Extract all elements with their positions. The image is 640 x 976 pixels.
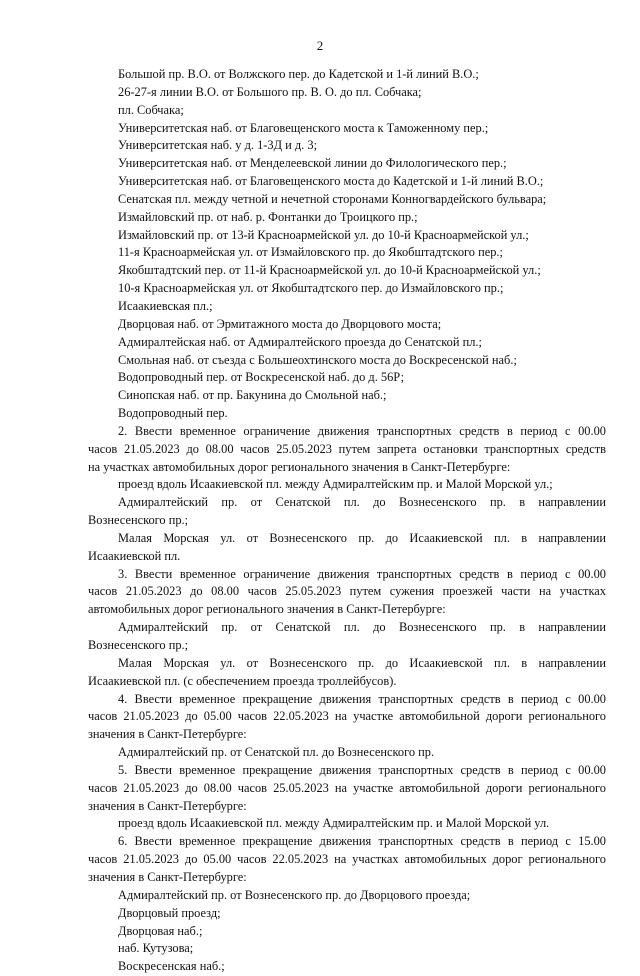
paragraph-3	[88, 566, 606, 620]
text-line: Исаакиевская пл.;	[118, 298, 213, 313]
text-line: Водопроводный пер. от Воскресенской наб. до д. 56Р;	[118, 370, 405, 385]
paragraph-line: часов 21.05.2023 до 08.00 часов 25.05.2023 путем сужения проезжей части на участках	[88, 584, 606, 599]
text-line: Воскресенская наб.;	[118, 959, 225, 974]
text-line: 26-27-я линии В.О. от Большого пр. В. О. до пл. Собчака;	[118, 84, 422, 99]
text-line: Дворцовый проезд;	[118, 905, 221, 920]
paragraph-4	[88, 691, 606, 745]
text-line: 10-я Красноармейская ул. от Якобштадтского пер. до Измайловского пр.;	[118, 281, 504, 296]
paragraph-line: Адмиралтейский пр. от Сенатской пл. до Вознесенского пр. в направлении	[118, 495, 606, 510]
text-line: Водопроводный пер.	[118, 406, 228, 421]
text-line: Адмиралтейская наб. от Адмиралтейского проезда до Сенатской пл.;	[118, 334, 482, 349]
text-line: Университетская наб. у д. 1-3Д и д. 3;	[118, 138, 318, 153]
text-line: проезд вдоль Исаакиевской пл. между Адмиралтейским пр. и Малой Морской ул.;	[118, 477, 553, 492]
paragraph-line: 6. Ввести временное прекращение движения транспортных средств в период с 15.00	[118, 834, 606, 849]
page-number: 2	[316, 38, 324, 53]
text-line: Синопская наб. от пр. Бакунина до Смольной наб.;	[118, 388, 387, 403]
text-line: Адмиралтейский пр. от Сенатской пл. до Вознесенского пр.	[118, 745, 435, 760]
paragraph-line: Исаакиевской пл. (с обеспечением проезда троллейбусов).	[88, 673, 397, 688]
paragraph-line: Исаакиевской пл.	[88, 548, 181, 563]
paragraph-item	[88, 655, 606, 691]
paragraph-line: 3. Ввести временное ограничение движения транспортных средств в период с 00.00	[118, 566, 606, 581]
paragraph-item	[88, 530, 606, 566]
paragraph-5	[88, 762, 606, 816]
paragraph-line: часов 21.05.2023 до 05.00 часов 22.05.2023 на участке автомобильной дороги регионального	[88, 709, 606, 724]
text-line: Адмиралтейский пр. от Вознесенского пр. до Дворцового проезда;	[118, 887, 471, 902]
text-line: наб. Кутузова;	[118, 941, 194, 956]
paragraph-line: часов 21.05.2023 до 08.00 часов 25.05.2023 на участке автомобильной дороги регионального	[88, 780, 606, 795]
text-line: Якобштадтский пер. от 11-й Красноармейской ул. до 10-й Красноармейской ул.;	[118, 263, 541, 278]
paragraph-line: автомобильных дорог регионального значения в Санкт-Петербурге:	[88, 602, 446, 617]
text-line: Измайловский пр. от наб. р. Фонтанки до Троицкого пр.;	[118, 209, 418, 224]
text-line: 11-я Красноармейская ул. от Измайловского пр. до Якобштадтского пер.;	[118, 245, 503, 260]
paragraph-item	[88, 619, 606, 655]
paragraph-line: значения в Санкт-Петербурге:	[88, 727, 247, 742]
text-line: Университетская наб. от Благовещенского моста к Таможенному пер.;	[118, 120, 489, 135]
paragraph-line: Вознесенского пр.;	[88, 513, 189, 528]
text-line: Сенатская пл. между четной и нечетной сторонами Конногвардейского бульвара;	[118, 191, 547, 206]
text-line: Большой пр. В.О. от Волжского пер. до Кадетской и 1-й линий В.О.;	[118, 67, 479, 81]
paragraph-line: 2. Ввести временное ограничение движения транспортных средств в период с 00.00	[118, 423, 606, 438]
paragraph-2	[88, 423, 606, 477]
paragraph-line: Малая Морская ул. от Вознесенского пр. до Исаакиевской пл. в направлении	[118, 655, 606, 670]
paragraph-line: значения в Санкт-Петербурге:	[88, 869, 247, 884]
paragraph-line: часов 21.05.2023 до 08.00 часов 25.05.2023 путем запрета остановки транспортных средств	[88, 441, 606, 456]
text-line: Измайловский пр. от 13-й Красноармейской ул. до 10-й Красноармейской ул.;	[118, 227, 529, 242]
paragraph-line: значения в Санкт-Петербурге:	[88, 798, 247, 813]
paragraph-line: Адмиралтейский пр. от Сенатской пл. до Вознесенского пр. в направлении	[118, 620, 606, 635]
text-line: проезд вдоль Исаакиевской пл. между Адмиралтейским пр. и Малой Морской ул.	[118, 816, 550, 831]
paragraph-6	[88, 833, 606, 887]
document-body	[88, 66, 606, 976]
paragraph-item	[88, 494, 606, 530]
text-line: Дворцовая наб. от Эрмитажного моста до Дворцового моста;	[118, 316, 442, 331]
paragraph-line: 4. Ввести временное прекращение движения транспортных средств в период с 00.00	[118, 691, 606, 706]
text-line: Смольная наб. от съезда с Большеохтинского моста до Воскресенской наб.;	[118, 352, 517, 367]
paragraph-line: Вознесенского пр.;	[88, 638, 189, 652]
paragraph-line: на участках автомобильных дорог регионального значения в Санкт-Петербурге:	[88, 459, 511, 474]
text-line: пл. Собчака;	[118, 102, 184, 117]
text-line: Университетская наб. от Менделеевской линии до Филологического пер.;	[118, 156, 507, 171]
paragraph-line: часов 21.05.2023 до 05.00 часов 22.05.2023 на участках автомобильных дорог регионального	[88, 852, 606, 867]
text-line: Университетская наб. от Благовещенского моста до Кадетской и 1-й линий В.О.;	[118, 174, 544, 189]
paragraph-line: Малая Морская ул. от Вознесенского пр. до Исаакиевской пл. в направлении	[118, 530, 606, 545]
paragraph-line: 5. Ввести временное прекращение движения транспортных средств в период с 00.00	[118, 762, 606, 777]
text-line: Дворцовая наб.;	[118, 923, 203, 938]
